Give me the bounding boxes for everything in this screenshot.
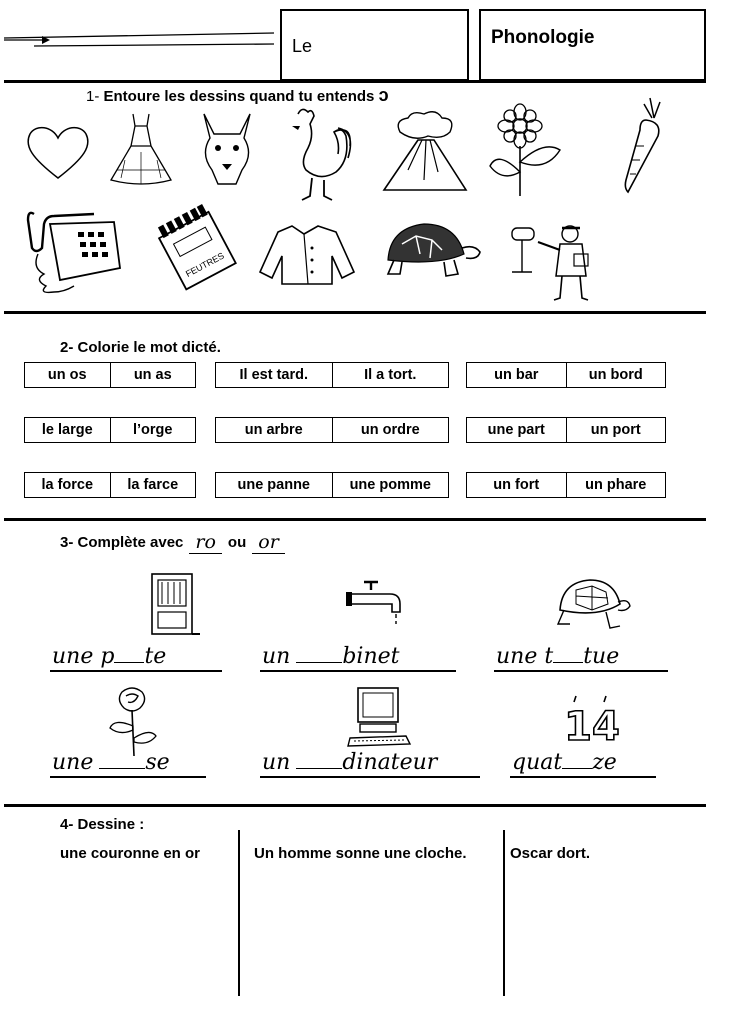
word-pair-box [466, 472, 666, 498]
number-14-text: 14 [564, 704, 620, 750]
word-pair-box [466, 417, 666, 443]
joiner-ou: ou [227, 534, 247, 551]
rose-icon [104, 686, 160, 758]
volcano-icon [378, 110, 470, 194]
blank-slot[interactable] [562, 768, 592, 769]
number-14-icon [562, 696, 622, 750]
fill-word-6: quat ze [512, 750, 617, 775]
sound-symbol: ɔ [378, 85, 389, 105]
rooster-icon [280, 106, 356, 202]
word-option[interactable]: un as [110, 363, 196, 387]
word-pair-box [24, 362, 196, 388]
flower-icon [484, 102, 574, 198]
fill-word-3: une t tue [496, 644, 620, 669]
blank-slot[interactable] [553, 662, 583, 663]
draw-prompt-1: une couronne en or [60, 845, 201, 862]
option-ro: ro [189, 531, 222, 554]
option-or: or [252, 531, 285, 554]
dress-icon [105, 112, 177, 186]
fill-word-4: une se [52, 750, 170, 775]
word-option[interactable]: une part [487, 422, 545, 438]
section3-title: 3- Complète avec [60, 534, 184, 551]
section3-heading [60, 531, 285, 554]
column-divider [503, 830, 505, 996]
carrot-icon [614, 96, 670, 196]
word-pair-box [215, 472, 449, 498]
section1-instruction: Entoure les dessins quand tu entends [103, 88, 375, 105]
writing-line [50, 670, 222, 672]
writing-line [494, 670, 668, 672]
divider [4, 80, 706, 83]
writing-line [260, 776, 480, 778]
column-divider [238, 830, 240, 996]
fill-word-5: un dinateur [262, 750, 438, 775]
le-label: Le [292, 36, 313, 56]
drawing-area-1[interactable] [60, 870, 232, 990]
subject-label: Phonologie [491, 27, 595, 48]
word-pair-box [215, 362, 449, 388]
tortoise-icon [548, 574, 632, 636]
jacket-icon [258, 222, 356, 288]
divider [4, 518, 706, 521]
section1-heading: 1- Entoure les dessins quand tu entends ɔ [86, 85, 389, 105]
word-pair-box [215, 417, 449, 443]
heart-icon [22, 122, 94, 182]
drawing-area-3[interactable] [510, 870, 700, 990]
tap-icon [344, 578, 406, 626]
fill-word-1: une p te [52, 644, 167, 669]
fill-word-2: un binet [262, 644, 400, 669]
divider [4, 804, 706, 807]
blank-slot[interactable] [296, 768, 342, 769]
computer-icon [346, 686, 412, 748]
section4-title: 4- Dessine : [60, 816, 145, 833]
word-option[interactable]: le large [41, 422, 93, 438]
word-option[interactable]: un ordre [332, 418, 449, 442]
word-option[interactable]: un arbre [244, 422, 303, 438]
word-option[interactable]: une panne [237, 477, 310, 493]
subject-box [479, 9, 706, 81]
word-option[interactable]: Il est tard. [239, 367, 308, 383]
word-option[interactable]: la farce [110, 473, 196, 497]
word-option[interactable]: un phare [566, 473, 666, 497]
blank-slot[interactable] [99, 768, 145, 769]
draw-prompt-2: Un homme sonne une cloche. [254, 845, 467, 862]
name-writing-lines [4, 28, 274, 52]
word-option[interactable]: la force [41, 477, 94, 493]
word-option[interactable]: une pomme [332, 473, 449, 497]
writing-line [510, 776, 656, 778]
word-option[interactable]: l’orge [110, 418, 196, 442]
word-option[interactable]: un bar [494, 367, 539, 383]
blank-slot[interactable] [114, 662, 144, 663]
felt-pens-icon [150, 204, 242, 290]
divider [4, 311, 706, 314]
word-option[interactable]: Il a tort. [332, 363, 449, 387]
blank-slot[interactable] [296, 662, 342, 663]
word-option[interactable]: un port [566, 418, 666, 442]
felt-pens-text: FEUTRES [184, 250, 226, 280]
word-option[interactable]: un os [47, 367, 87, 383]
writing-line [260, 670, 456, 672]
telephone-icon [24, 208, 124, 296]
door-icon [146, 572, 202, 638]
drawing-area-2[interactable] [246, 870, 498, 990]
writing-line [50, 776, 206, 778]
word-pair-box [24, 417, 196, 443]
word-option[interactable]: un bord [566, 363, 666, 387]
word-pair-box [24, 472, 196, 498]
section2-title: 2- Colorie le mot dicté. [60, 339, 221, 356]
word-option[interactable]: un fort [493, 477, 540, 493]
title-box [280, 9, 469, 81]
draw-prompt-3: Oscar dort. [510, 845, 591, 862]
mailman-icon [508, 220, 600, 304]
word-pair-box [466, 362, 666, 388]
tortoise-icon [378, 218, 482, 284]
wolf-icon [196, 110, 258, 186]
